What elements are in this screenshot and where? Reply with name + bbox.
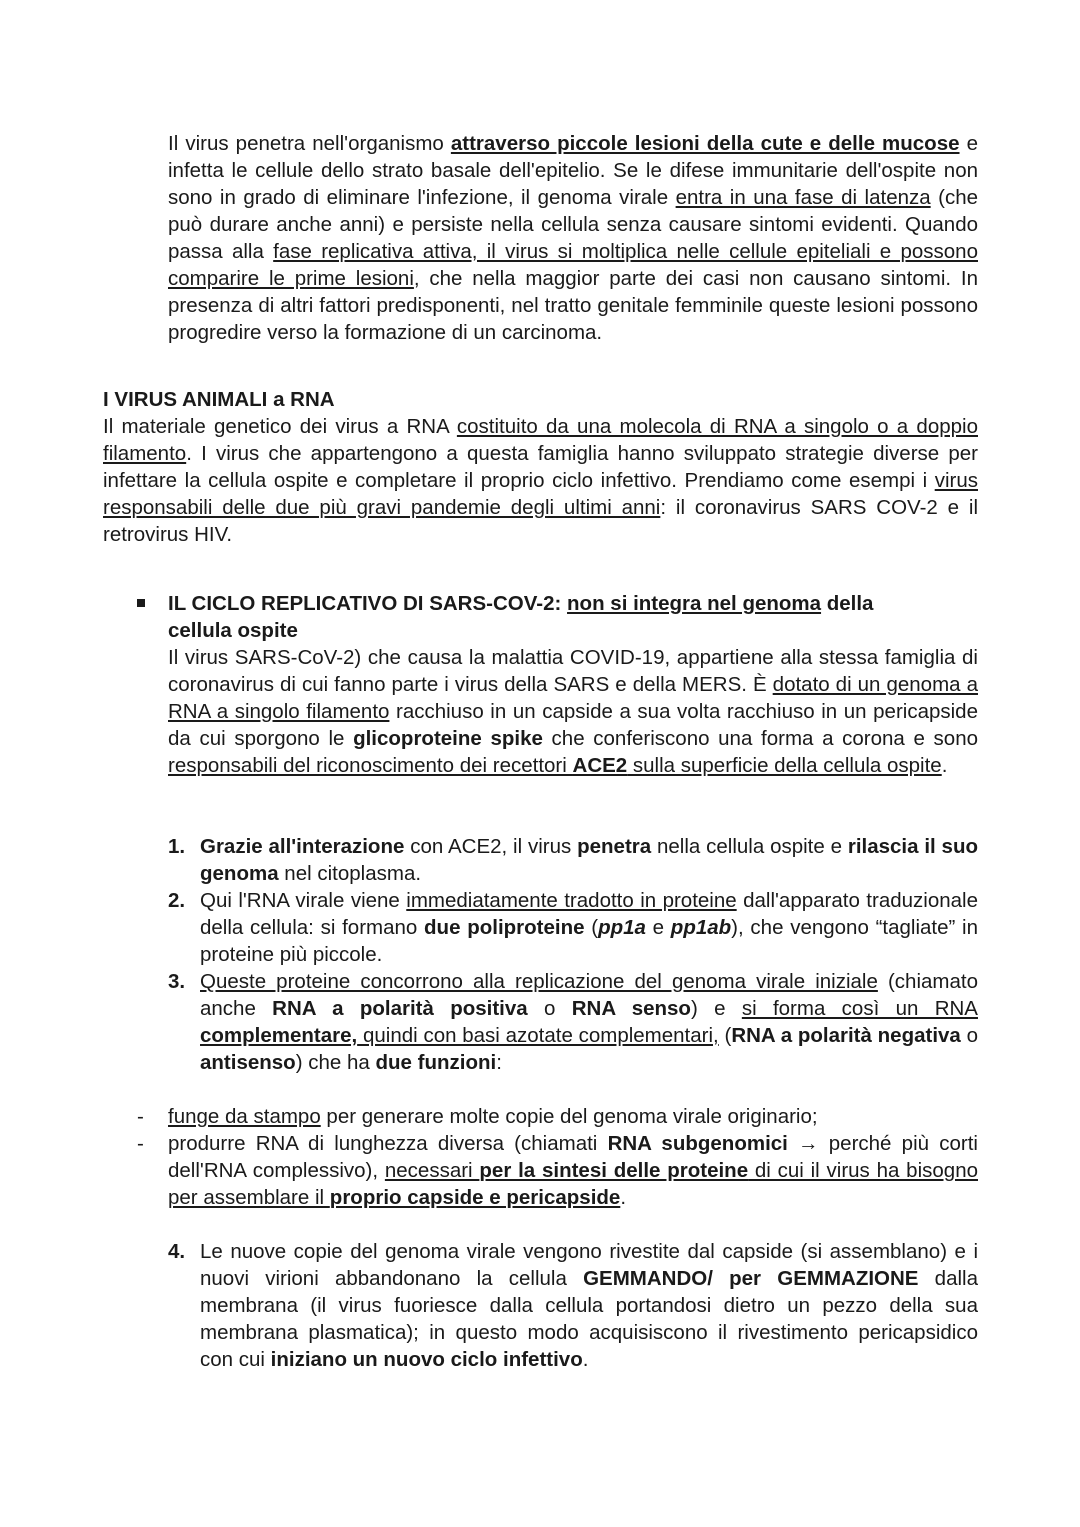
text-run: : il coronavirus SARS COV-2 e il retrovirus HIV.	[103, 496, 979, 546]
text-run: .	[620, 1186, 627, 1209]
text-run-bold: GEMMANDO/ per GEMMAZIONE	[583, 1267, 919, 1290]
text-run-underlined: fase replicativa attiva, il virus si moltiplica nelle cellule epiteliali e possono comparire le prime lesioni	[168, 240, 978, 290]
text-run: responsabili del riconoscimento dei recettori	[168, 754, 573, 777]
text-run-bold: RNA a polarità positiva	[272, 997, 528, 1020]
text-run: ) e	[690, 997, 742, 1020]
text-run-underlined: costituito da una molecola di RNA a singolo o a doppio filamento	[103, 415, 978, 465]
text-run-bold: penetra	[577, 835, 652, 858]
rna-functions-list	[103, 1103, 978, 1211]
text-run: (che può durare anche anni) e persiste nella cellula senza causare sintomi evidenti. Quando passa alla	[168, 186, 979, 263]
text-run-bold-underlined: non si integra nel genoma	[567, 592, 822, 615]
text-run: → perché più corti dell'RNA complessivo),	[168, 1132, 978, 1182]
text-run-underlined: necessari	[384, 1159, 480, 1182]
text-run: ) che ha	[295, 1051, 376, 1074]
text-run-bold: Grazie all'interazione	[200, 835, 405, 858]
text-run-bold: ACE2	[572, 754, 628, 777]
list-item	[103, 1103, 978, 1130]
text-run: Il virus penetra nell'organismo	[168, 132, 451, 155]
list-number: 4.	[168, 1240, 186, 1263]
text-run: Il virus SARS-CoV-2) che causa la malattia COVID-19, appartiene alla stessa famiglia di coronavirus di cui fanno parte i virus della SARS e della MERS. È	[168, 646, 978, 696]
text-run-bold-italic: pp1ab	[670, 916, 732, 939]
text-run-bold-italic: pp1a	[598, 916, 646, 939]
dash-bullet: -	[137, 1105, 144, 1128]
text-run: racchiuso in un capside a sua volta racchiuso in un pericapside da cui sporgono le	[168, 700, 978, 750]
text-run-underlined: entra in una fase di latenza	[675, 186, 931, 209]
text-run: dall'apparato traduzionale della cellula: si formano	[200, 889, 978, 939]
text-run-underlined: si forma così un RNA	[741, 997, 978, 1020]
text-run-bold: iniziano un nuovo ciclo infettivo	[270, 1348, 583, 1371]
text-run: o	[527, 997, 572, 1020]
text-run-bold: due funzioni	[375, 1051, 497, 1074]
text-run-bold: due poliproteine	[424, 916, 585, 939]
text-run-bold-underlined: proprio capside e pericapside	[329, 1186, 621, 1209]
text-run: e infetta le cellule dello strato basale dell'epitelio. Se le difese immunitarie dell'ospite non sono in grado di eliminare l'infezione, il genoma virale	[168, 132, 978, 209]
list-number: 3.	[168, 970, 186, 993]
text-run-bold: della cellula ospite	[168, 592, 874, 642]
text-run: :	[496, 1051, 502, 1074]
replication-steps-list	[168, 833, 978, 1076]
text-run-bold-underlined: attraverso piccole lesioni della cute e delle mucose	[450, 132, 960, 155]
text-run: .	[582, 1348, 589, 1371]
text-run-underlined: Queste proteine concorrono alla replicazione del genoma virale iniziale	[200, 970, 878, 993]
square-bullet-icon	[137, 599, 145, 607]
list-number: 1.	[168, 835, 186, 858]
list-item	[103, 1130, 978, 1211]
text-run: (	[718, 1024, 732, 1047]
sars-cov2-heading	[168, 590, 928, 644]
text-run-bold: IL CICLO REPLICATIVO DI SARS-COV-2:	[168, 592, 568, 615]
list-item	[168, 968, 978, 1076]
text-run: . I virus che appartengono a questa famiglia hanno sviluppato strategie diverse per infettare la cellula ospite e completare il proprio ciclo infettivo. Prendiamo come esempi i	[103, 442, 978, 492]
list-item	[168, 1238, 978, 1373]
section-heading-rna-virus: I VIRUS ANIMALI a RNA	[103, 388, 335, 411]
text-run: (chiamato anche	[200, 970, 978, 1020]
text-run: e	[645, 916, 671, 939]
text-run: , che nella maggior parte dei casi non causano sintomi. In presenza di altri fattori predisponenti, nel tratto genitale femminile queste lesioni possono progredire verso la formazione di un carcinoma.	[168, 267, 978, 344]
text-run: nel citoplasma.	[278, 862, 422, 885]
text-run: Il materiale genetico dei virus a RNA	[103, 415, 457, 438]
text-run: per generare molte copie del genoma virale originario;	[320, 1105, 818, 1128]
text-run: Qui l'RNA virale viene	[200, 889, 407, 912]
text-run-bold: RNA senso	[571, 997, 691, 1020]
text-run: che conferiscono una forma a corona e sono	[542, 727, 978, 750]
text-run-bold: glicoproteine spike	[353, 727, 543, 750]
text-run: .	[941, 754, 948, 777]
rna-intro-paragraph	[103, 413, 978, 548]
text-run-bold-underlined: per la sintesi delle proteine	[479, 1159, 749, 1182]
text-run-underlined: di cui il virus ha bisogno per assemblare il	[168, 1159, 978, 1209]
text-run: nella cellula ospite e	[651, 835, 848, 858]
text-run: sulla superficie della cellula ospite	[627, 754, 942, 777]
text-run-bold-underlined: complementare,	[200, 1024, 358, 1047]
text-run: dalla membrana (il virus fuoriesce dalla cellula portandosi dietro un pezzo della sua membrana plasmatica); in questo modo acquisiscono il rivestimento pericapsidico con cui	[200, 1267, 978, 1371]
text-run-bold: RNA subgenomici	[607, 1132, 788, 1155]
sars-cov2-section	[103, 590, 978, 779]
list-item	[168, 887, 978, 968]
text-run: ), che vengono “tagliate” in proteine più piccole.	[200, 916, 979, 966]
list-number: 2.	[168, 889, 186, 912]
hpv-paragraph	[168, 130, 978, 346]
text-run-underlined: funge da stampo	[168, 1105, 321, 1128]
text-run-underlined: virus responsabili delle due più gravi pandemie degli ultimi anni	[103, 469, 978, 519]
text-run: produrre RNA di lunghezza diversa (chiamati	[168, 1132, 608, 1155]
text-run-underlined: dotato di un genoma a RNA a singolo filamento	[168, 673, 978, 723]
replication-steps-list-continued	[168, 1238, 978, 1373]
text-run-bold: RNA a polarità negativa	[731, 1024, 961, 1047]
text-run: (	[584, 916, 599, 939]
text-run: con ACE2, il virus	[404, 835, 578, 858]
list-item	[168, 833, 978, 887]
text-run-bold: antisenso	[200, 1051, 296, 1074]
text-run-underlined: quindi con basi azotate complementari,	[357, 1024, 719, 1047]
dash-bullet: -	[137, 1132, 144, 1155]
text-run: Le nuove copie del genoma virale vengono rivestite dal capside (si assemblano) e i nuovi virioni abbandonano la cellula	[200, 1240, 978, 1290]
text-run: o	[960, 1024, 978, 1047]
sars-cov2-paragraph	[168, 644, 978, 779]
text-run-underlined: immediatamente tradotto in proteine	[406, 889, 737, 912]
text-run-underlined	[168, 754, 942, 777]
text-run-bold: rilascia il suo genoma	[200, 835, 979, 885]
